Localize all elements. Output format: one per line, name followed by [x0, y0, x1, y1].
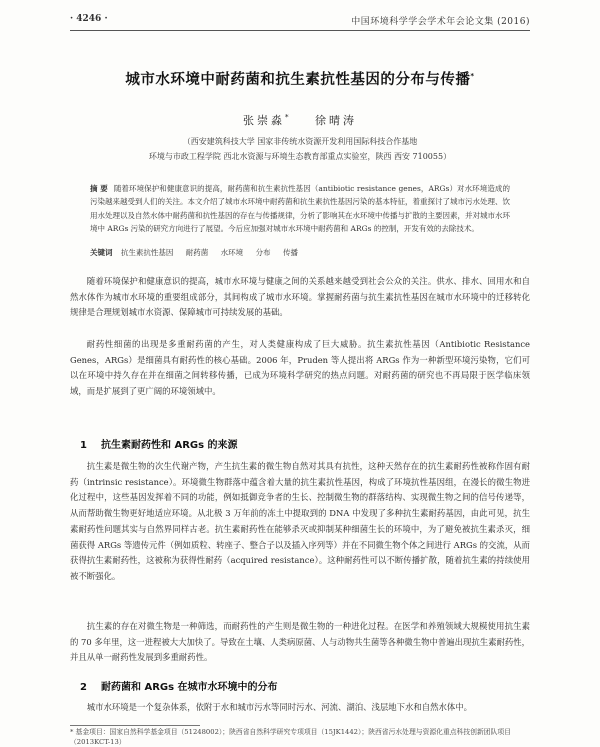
paragraph-text: 抗生素是微生物的次生代谢产物，产生抗生素的微生物自然对其具有抗性，这种天然存在的抗生素耐药性被称作固有耐药（intrinsic resistance）。环境微生物群落中蕴含着大量的抗生素抗性基因，构成了环境抗性基因组，在漫长的微生物进化过程中，这些基因发挥着不同的功能，例如抵御竞争者的生长、控制微生物的群落结构、实现微生物之间的信号传递等，从而帮助微生物更好地适应环境。从北极 3 万年前的冻土中提取到的 DNA 中发现了多种抗生素耐药基因，由此可见，抗生素耐药性问题其实与自然界同样古老。抗生素耐药性在能够杀灭或抑制某种细菌生长的环境中，为了避免被抗生素杀灭，细菌获得 ARGs 等遗传元件（例如质粒、转座子、整合子以及插入序列等）并在不同微生物个体之间进行 ARGs 的交流，从而获得抗生素耐药性，这被称为获得性耐药（acquired resistance）。这种耐药性可以不断传播扩散，随着抗生素的持续使用被不断强化。 — [70, 461, 530, 581]
paragraph-text: 随着环境保护和健康意识的提高，城市水环境与健康之间的关系越来越受到社会公众的关注。供水、排水、回用水和自然水体作为城市水环境的重要组成部分，其间构成了城市水环境。掌握耐药菌与抗生素抗性基因在城市水环境中的迁移转化规律是合理规划城市水资源、保障城市可持续发展的基础。 — [70, 276, 530, 318]
keyword: 耐药菌 — [185, 248, 209, 257]
intro-paragraph-2 — [70, 337, 530, 400]
footnote: * 基金项目：国家自然科学基金项目（51248002）；陕西省自然科学研究专项项目（15JK1442）；陕西省污水处理与资源化重点科技创新团队项目（2013KCT-13） — [70, 728, 511, 746]
paper-title-text: 城市水环境中耐药菌和抗生素抗性基因的分布与传播 — [125, 72, 471, 88]
keyword: 抗生素抗性基因 — [120, 248, 174, 257]
paragraph-text: 耐药性细菌的出现是多重耐药菌的产生，对人类健康构成了巨大威胁。抗生素抗性基因（Antibiotic Resistance Genes，ARGs）是细菌具有耐药性的核心基础。2006 年，Pruden 等人提出将 ARGs 作为一种新型环境污染物，它们可以在环境中持久存在并在细菌之间转移传播，已成为环境科学研究的热点问题。对耐药菌的研究也不再局限于医学临床领域，而是扩展到了更广阔的环境领域中。 — [70, 339, 530, 397]
section-number: 1 — [80, 440, 87, 451]
abstract-label: 摘 要 — [90, 184, 108, 193]
keywords-label: 关键词 — [90, 248, 113, 257]
section2-paragraph-1 — [70, 700, 530, 716]
abstract-text: 随着环境保护和健康意识的提高，耐药菌和抗生素抗性基因（antibiotic resistance genes，ARGs）对水环境造成的污染越来越受到人们的关注。本文介绍了城市水环境中耐药菌和抗生素抗性基因污染的基本特征，着重探讨了城市污水处理、饮用水处理以及自然水体中耐药菌和抗性基因的存在与传播规律，分析了影响其在水环境中传播与扩散的主要因素，并对城市水环境中 ARGs 污染的研究方向进行了展望。今后应加强对城市水环境中耐药菌和 ARGs 的控制，开发有效的去除技术。 — [90, 184, 510, 234]
author-line — [60, 112, 540, 128]
section-heading-2 — [70, 678, 530, 693]
title-footnote-mark: * — [470, 72, 475, 81]
page-number: · 4246 · — [70, 14, 108, 24]
author-second: 徐晴涛 — [315, 114, 357, 127]
paragraph-text: 城市水环境是一个复杂体系，依附于水和城市污水等同时污水、河流、湖泊、浅层地下水和自然水体中。 — [86, 702, 473, 712]
keyword: 分布 — [255, 248, 271, 257]
paragraph-text: 抗生素的存在对微生物是一种筛选，而耐药性的产生则是微生物的一种进化过程。在医学和养殖领域大规模使用抗生素的 70 多年里，这一进程被大大加快了。导致在土壤、人类病原菌、人与动物共生菌等各种微生物中普遍出现抗生素耐药性，并且从单一耐药性发展到多重耐药性。 — [70, 621, 530, 663]
section-number: 2 — [80, 682, 87, 693]
author-mark: * — [285, 113, 289, 122]
affiliation-line-2: 环境与市政工程学院 西北水资源与环境生态教育部重点实验室，陕西 西安 710055） — [148, 152, 452, 161]
abstract — [90, 182, 510, 236]
section1-paragraph-1 — [70, 459, 530, 585]
section-title: 抗生素耐药性和 ARGs 的来源 — [100, 440, 238, 451]
section-heading-1 — [70, 436, 530, 451]
journal-title: 中国环境科学学会学术年会论文集 (2016) — [351, 17, 530, 27]
intro-paragraph-1 — [70, 274, 530, 321]
keyword: 水环境 — [220, 248, 244, 257]
running-header — [70, 14, 530, 28]
affiliation-line-1: （西安建筑科技大学 国家非传统水资源开发利用国际科技合作基地 — [182, 137, 418, 146]
section-title: 耐药菌和 ARGs 在城市水环境中的分布 — [100, 682, 278, 693]
footnote-rule — [70, 725, 200, 726]
keywords — [90, 247, 510, 258]
paper-title — [60, 68, 540, 89]
keyword: 传播 — [282, 248, 298, 257]
author-first: 张崇淼 — [243, 114, 285, 127]
section1-paragraph-2 — [70, 619, 530, 666]
header-rule — [70, 30, 530, 31]
